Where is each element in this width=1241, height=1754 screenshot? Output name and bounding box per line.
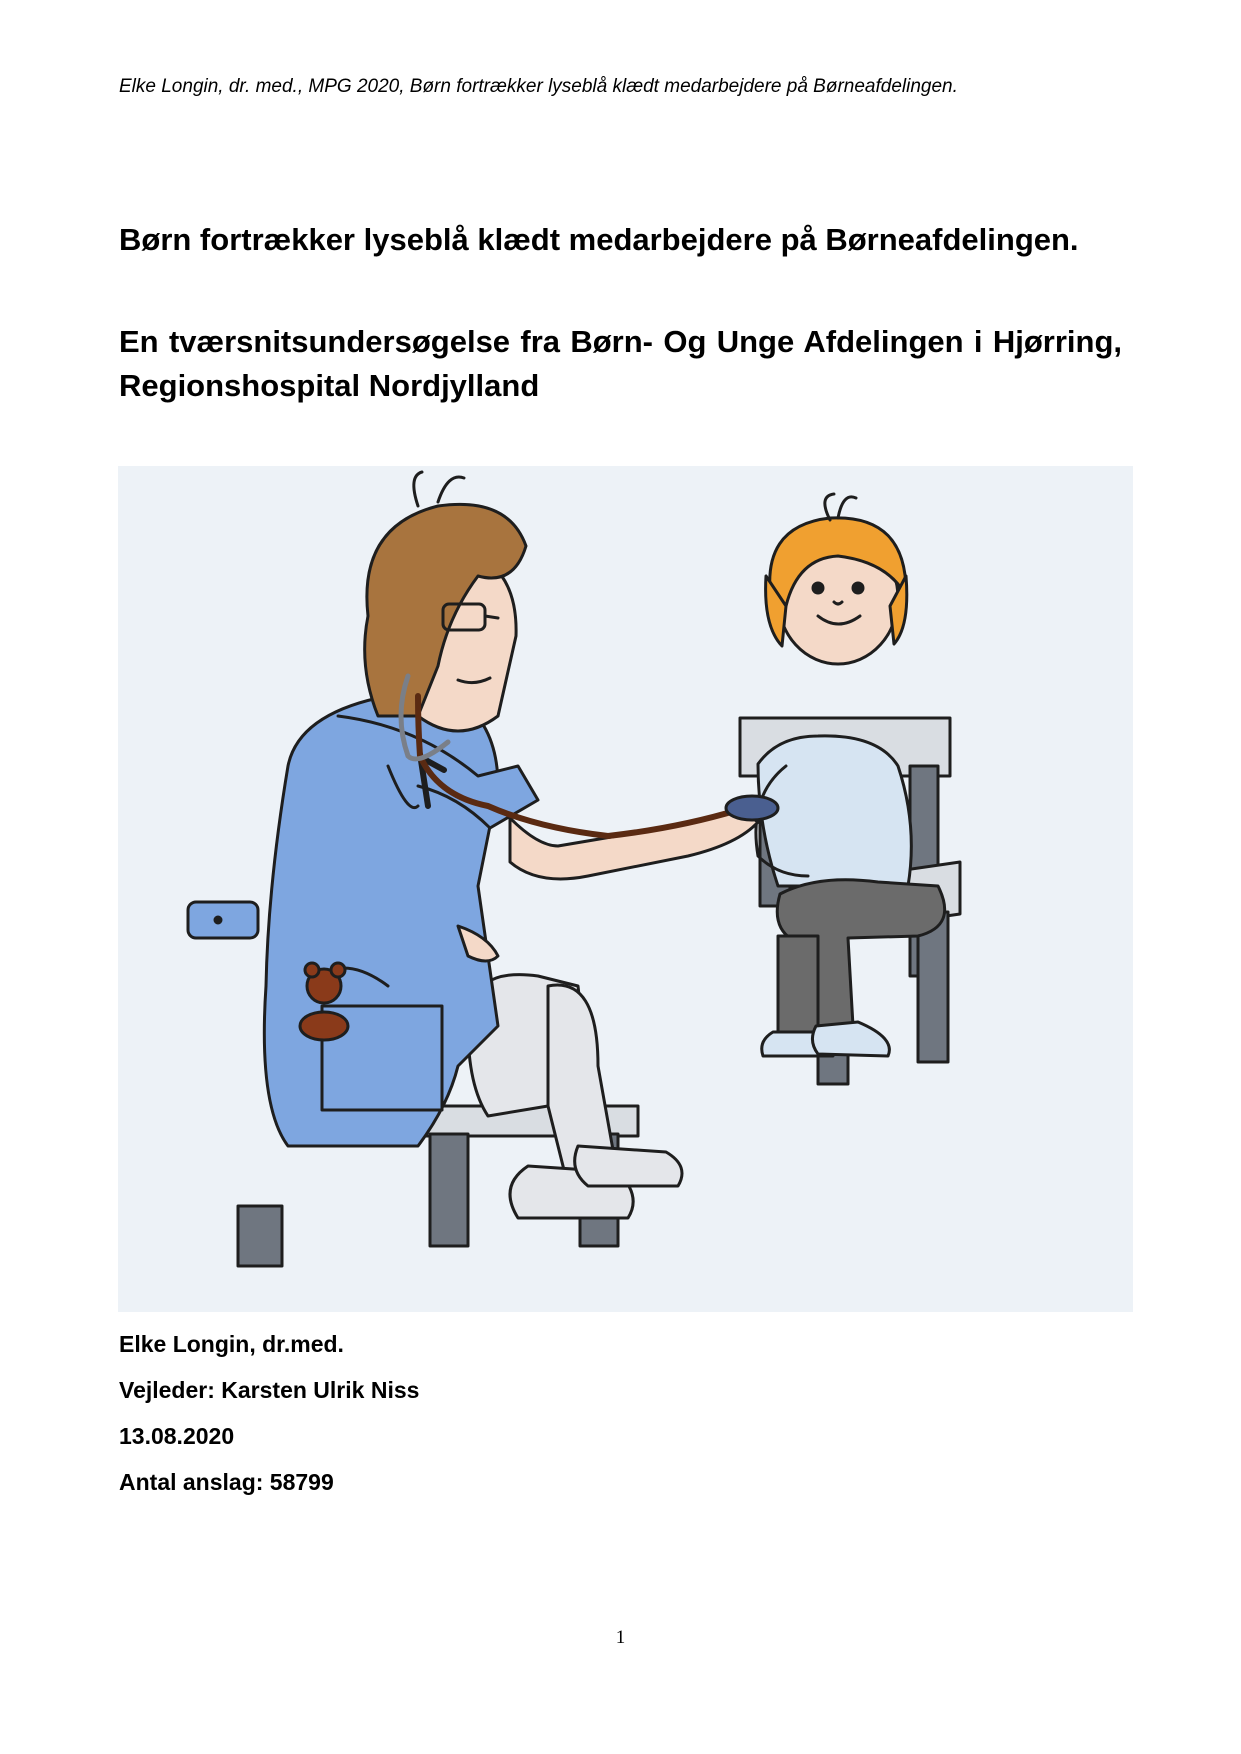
doctor-examining-child-drawing — [118, 466, 1133, 1312]
running-header: Elke Longin, dr. med., MPG 2020, Børn fortrækker lyseblå klædt medarbejdere på Børneafdelingen. — [119, 76, 958, 97]
doctor-figure — [188, 472, 778, 1218]
character-count-line: Antal anslag: 58799 — [119, 1469, 334, 1495]
document-subtitle: En tværsnitsundersøgelse fra Børn- Og Unge Afdelingen i Hjørring, Regionshospital Nordjylland — [119, 324, 1122, 403]
cover-illustration — [118, 466, 1133, 1312]
page-number: 1 — [615, 1627, 626, 1648]
supervisor-line: Vejleder: Karsten Ulrik Niss — [119, 1377, 420, 1403]
author-line: Elke Longin, dr.med. — [119, 1331, 344, 1357]
date-line: 13.08.2020 — [119, 1423, 235, 1449]
document-title: Børn fortrækker lyseblå klædt medarbejdere på Børneafdelingen. — [119, 222, 1079, 257]
